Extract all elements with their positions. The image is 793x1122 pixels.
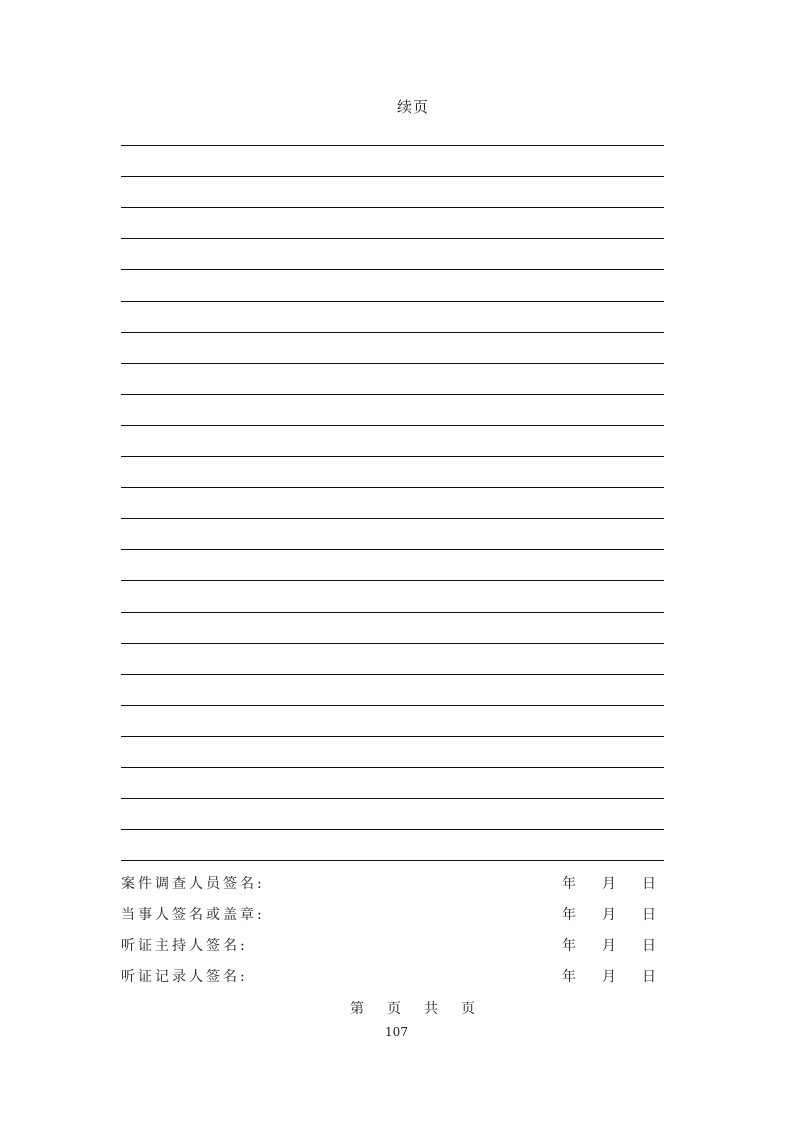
ruled-line	[121, 363, 664, 364]
ruled-line	[121, 145, 664, 146]
ruled-line	[121, 176, 664, 177]
ruled-line	[121, 456, 664, 457]
ruled-line	[121, 705, 664, 706]
ruled-line	[121, 829, 664, 830]
ruled-line	[121, 736, 664, 737]
signature-label: 当事人签名或盖章:	[121, 907, 265, 923]
ruled-line	[121, 425, 664, 426]
day-label: 日	[642, 907, 656, 923]
signature-label: 案件调查人员签名:	[121, 876, 265, 892]
ruled-line	[121, 643, 664, 644]
month-label: 月	[602, 907, 616, 923]
month-label: 月	[602, 969, 616, 985]
page-number: 107	[385, 1025, 408, 1039]
signature-row-recorder	[121, 967, 664, 987]
ruled-line	[121, 301, 664, 302]
page-count-ye-total: 页	[461, 1001, 475, 1017]
day-label: 日	[642, 938, 656, 954]
signature-label: 听证主持人签名:	[121, 938, 248, 954]
month-label: 月	[602, 938, 616, 954]
ruled-line	[121, 580, 664, 581]
year-label: 年	[562, 938, 576, 954]
year-label: 年	[562, 876, 576, 892]
ruled-line	[121, 767, 664, 768]
ruled-line	[121, 518, 664, 519]
ruled-line	[121, 612, 664, 613]
page-count-gong: 共	[424, 1001, 438, 1017]
day-label: 日	[642, 969, 656, 985]
ruled-line	[121, 487, 664, 488]
ruled-line	[121, 207, 664, 208]
ruled-line	[121, 549, 664, 550]
page-count-ye: 页	[387, 1001, 401, 1017]
ruled-line	[121, 674, 664, 675]
ruled-line	[121, 332, 664, 333]
ruled-line	[121, 798, 664, 799]
page-title: 续页	[396, 98, 429, 116]
ruled-line	[121, 269, 664, 270]
ruled-line	[121, 394, 664, 395]
ruled-line	[121, 860, 664, 861]
signature-row-host	[121, 936, 664, 956]
year-label: 年	[562, 969, 576, 985]
month-label: 月	[602, 876, 616, 892]
year-label: 年	[562, 907, 576, 923]
ruled-line	[121, 238, 664, 239]
signature-row-party	[121, 905, 664, 925]
page-count-line	[0, 999, 793, 1019]
day-label: 日	[642, 876, 656, 892]
signature-row-investigator	[121, 874, 664, 894]
signature-label: 听证记录人签名:	[121, 969, 248, 985]
page-count-di: 第	[350, 1001, 364, 1017]
